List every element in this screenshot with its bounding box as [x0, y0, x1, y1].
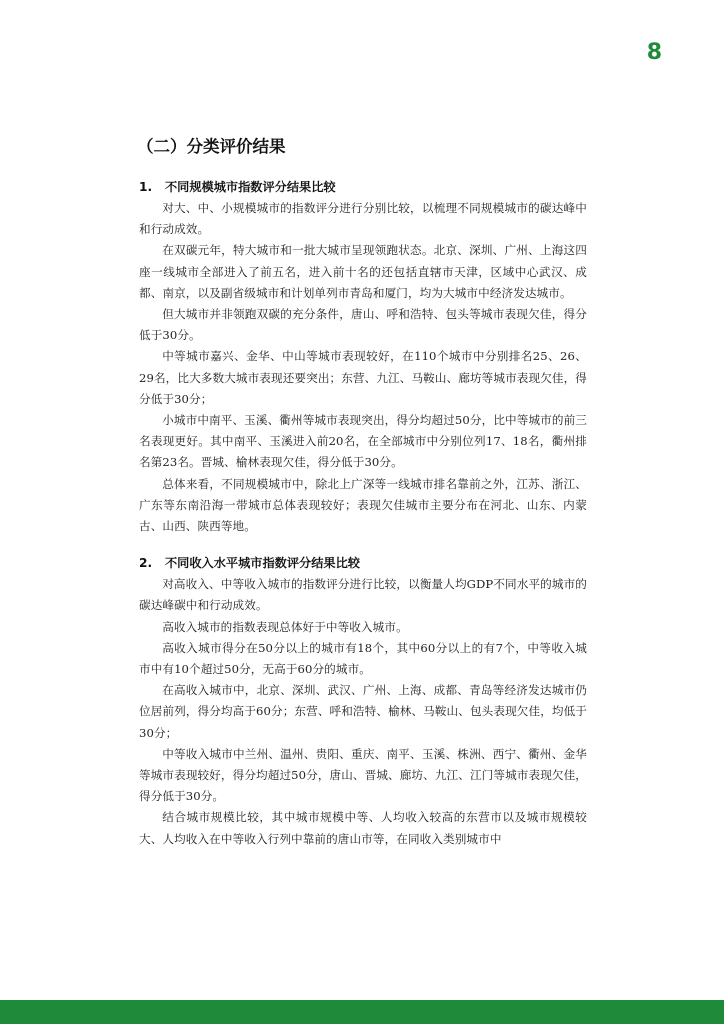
paragraph: 高收入城市得分在50分以上的城市有18个，其中60分以上的有7个，中等收入城市中有10个超过50分，无高于60分的城市。 [139, 640, 587, 677]
footer-bar [0, 1000, 724, 1024]
paragraph: 高收入城市的指数表现总体好于中等收入城市。 [162, 619, 408, 634]
subsection-title: 不同收入水平城市指数评分结果比较 [165, 556, 360, 571]
page-number: 8 [646, 40, 662, 65]
paragraph: 在高收入城市中，北京、深圳、武汉、广州、上海、成都、青岛等经济发达城市仍位居前列，得分均高于60分；东营、呼和浩特、榆林、马鞍山、包头表现欠佳，均低于30分； [139, 683, 587, 740]
paragraph: 对大、中、小规模城市的指数评分进行分别比较，以梳理不同规模城市的碳达峰中和行动成效。 [139, 201, 587, 237]
subsection-number: 2. [139, 556, 153, 571]
paragraph: 中等城市嘉兴、金华、中山等城市表现较好，在110个城市中分别排名25、26、29名，比大多数大城市表现还要突出；东营、九江、马鞍山、廊坊等城市表现欠佳，得分低于30分； [139, 349, 587, 406]
paragraph: 小城市中南平、玉溪、衢州等城市表现突出，得分均超过50分，比中等城市的前三名表现更好。其中南平、玉溪进入前20名，在全部城市中分别位列17、18名，衢州排名第23名。晋城、榆林表现欠佳，得分低于30分。 [139, 413, 587, 470]
paragraph: 中等收入城市中兰州、温州、贵阳、重庆、南平、玉溪、株洲、西宁、衢州、金华等城市表现较好，得分均超过50分，唐山、晋城、廊坊、九江、江门等城市表现欠佳，得分低于30分。 [139, 746, 587, 804]
subsection-number: 1. [139, 180, 153, 194]
subsection-title: 不同规模城市指数评分结果比较 [165, 180, 336, 194]
section-gap [139, 537, 587, 553]
paragraph: 对高收入、中等收入城市的指数评分进行比较，以衡量人均GDP不同水平的城市的碳达峰碳中和行动成效。 [139, 577, 587, 613]
section-title: （二）分类评价结果 [137, 137, 286, 156]
subsection-2 [139, 553, 587, 850]
subsection-heading [139, 553, 587, 574]
paragraph: 但大城市并非领跑双碳的充分条件，唐山、呼和浩特、包头等城市表现欠佳，得分低于30分。 [139, 307, 587, 343]
subsection-1 [139, 177, 587, 537]
document-body [139, 133, 587, 850]
paragraph: 总体来看，不同规模城市中，除北上广深等一线城市排名靠前之外，江苏、浙江、广东等东南沿海一带城市总体表现较好；表现欠佳城市主要分布在河北、山东、内蒙古、山西、陕西等地。 [139, 476, 587, 534]
paragraph: 结合城市规模比较，其中城市规模中等、人均收入较高的东营市以及城市规模较大、人均收入在中等收入行列中靠前的唐山市等，在同收入类别城市中 [139, 810, 587, 846]
subsection-heading [139, 177, 587, 198]
paragraph: 在双碳元年，特大城市和一批大城市呈现领跑状态。北京、深圳、广州、上海这四座一线城市全部进入了前五名，进入前十名的还包括直辖市天津，区域中心武汉、成都、南京，以及副省级城市和计划单列市青岛和厦门，均为大城市中经济发达城市。 [139, 243, 587, 300]
